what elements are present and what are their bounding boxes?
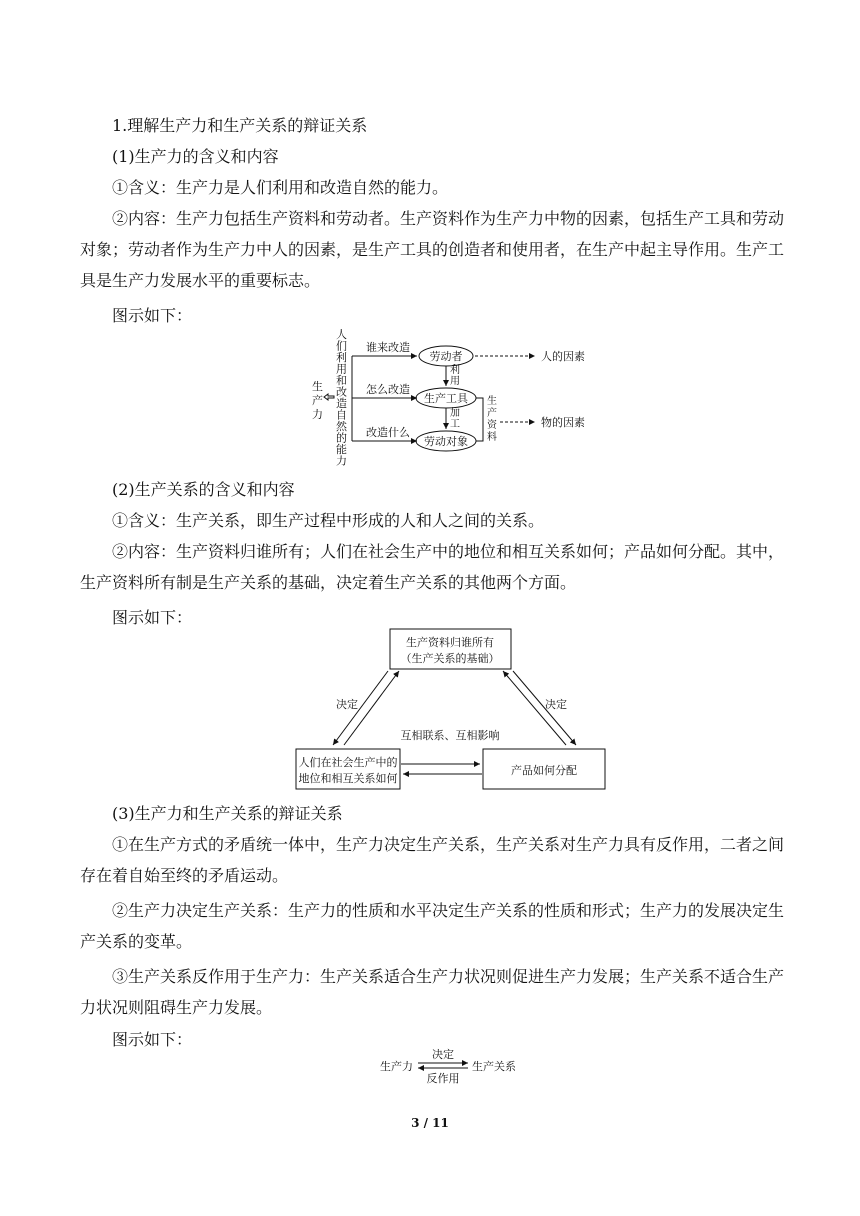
relations-node: 生产关系 <box>472 1060 516 1073</box>
brace-char-1: 生 <box>487 396 497 407</box>
subheading-1: (1)生产力的含义和内容 <box>112 147 279 166</box>
vertical-ability-char: 和 <box>336 374 347 387</box>
vertical-ability-char: 改 <box>336 385 347 399</box>
use-char-1: 利 <box>450 365 460 376</box>
brace-label <box>487 394 498 443</box>
figure-label-2: 图示如下： <box>112 608 193 627</box>
productivity-char-2: 产 <box>312 394 323 407</box>
node-object: 劳动对象 <box>424 435 468 448</box>
branch-what: 改造什么 <box>366 426 410 439</box>
process-char-1: 加 <box>450 408 460 419</box>
decide-label: 决定 <box>432 1048 454 1061</box>
process-char-2: 工 <box>450 419 460 430</box>
vertical-ability-char: 人 <box>336 328 347 341</box>
mutual-label: 互相联系、互相影响 <box>400 729 500 742</box>
human-factor-label: 人的因素 <box>541 350 585 363</box>
figure-label-1: 图示如下： <box>112 306 193 325</box>
bracket <box>476 398 483 441</box>
material-factor-label: 物的因素 <box>541 416 585 429</box>
subheading-2: (2)生产关系的含义和内容 <box>112 480 295 499</box>
paragraph-2-2: ②内容：生产资料归谁所有；人们在社会生产中的地位和相互关系如何；产品如何分配。其中，生产资料所有制是生产关系的基础，决定着生产关系的其他两个方面。 <box>80 542 785 592</box>
use-label <box>450 363 460 387</box>
counteract-label: 反作用 <box>426 1072 460 1085</box>
node-tool: 生产工具 <box>424 392 468 405</box>
brace-char-3: 资 <box>487 420 497 431</box>
status-box-line2: 地位和相互关系如何 <box>298 772 398 785</box>
relations-diagram <box>280 624 620 794</box>
vertical-ability-char: 用 <box>336 362 347 376</box>
paragraph-1-2: ②内容：生产力包括生产资料和劳动者。生产资料作为生产力中物的因素，包括生产工具和劳动对象；劳动者作为生产力中人的因素，是生产工具的创造者和使用者，在生产中起主导作用。生产工具是生产力发展水平的重要标志。 <box>80 209 785 290</box>
productivity-left-label <box>312 379 323 421</box>
vertical-ability-char: 的 <box>336 431 347 445</box>
productivity-diagram <box>300 326 620 472</box>
vertical-ability-char: 力 <box>336 454 347 468</box>
paragraph-3-1: ①在生产方式的矛盾统一体中，生产力决定生产关系，生产关系对生产力具有反作用，二者之间存在着自始至终的矛盾运动。 <box>80 835 785 885</box>
dialectic-diagram <box>370 1046 530 1088</box>
decide-left-label: 决定 <box>336 698 358 711</box>
branch-who: 谁来改造 <box>366 341 410 354</box>
decide-right-label: 决定 <box>545 698 567 711</box>
node-worker: 劳动者 <box>429 350 463 363</box>
paragraph-3-3: ③生产关系反作用于生产力：生产关系适合生产力状况则促进生产力发展；生产关系不适合生产力状况则阻碍生产力发展。 <box>80 967 785 1017</box>
productivity-node: 生产力 <box>380 1060 413 1073</box>
use-char-2: 用 <box>450 376 460 387</box>
branch-how: 怎么改造 <box>366 383 410 396</box>
vertical-ability-char: 造 <box>336 397 347 410</box>
hollow-arrow-icon <box>324 394 334 400</box>
brace-char-4: 料 <box>487 432 497 443</box>
vertical-ability-char: 自 <box>336 408 347 422</box>
status-box-line1: 人们在社会生产中的 <box>298 756 398 769</box>
figure-label-3: 图示如下： <box>112 1030 193 1049</box>
page-number: 3 / 11 <box>411 1116 449 1130</box>
ownership-box-line1: 生产资料归谁所有 <box>406 636 494 649</box>
section-title: 1.理解生产力和生产关系的辩证关系 <box>112 116 368 135</box>
vertical-ability-char: 利 <box>336 351 347 364</box>
paragraph-2-1: ①含义：生产关系，即生产过程中形成的人和人之间的关系。 <box>112 511 545 530</box>
vertical-ability-char: 能 <box>336 443 347 456</box>
subheading-3: (3)生产力和生产关系的辩证关系 <box>112 804 343 823</box>
brace-char-2: 产 <box>487 408 497 419</box>
vertical-ability-char: 然 <box>336 420 347 433</box>
paragraph-3-2: ②生产力决定生产关系：生产力的性质和水平决定生产关系的性质和形式；生产力的发展决定生产关系的变革。 <box>80 901 785 951</box>
process-label <box>450 406 460 430</box>
ownership-box-line2: （生产关系的基础） <box>400 652 500 665</box>
vertical-ability-label <box>336 328 348 468</box>
paragraph-1-1: ①含义：生产力是人们利用和改造自然的能力。 <box>112 178 449 197</box>
productivity-char-3: 力 <box>312 408 323 421</box>
distribution-box: 产品如何分配 <box>511 764 577 777</box>
vertical-ability-char: 们 <box>336 339 347 353</box>
productivity-char-1: 生 <box>312 380 323 393</box>
